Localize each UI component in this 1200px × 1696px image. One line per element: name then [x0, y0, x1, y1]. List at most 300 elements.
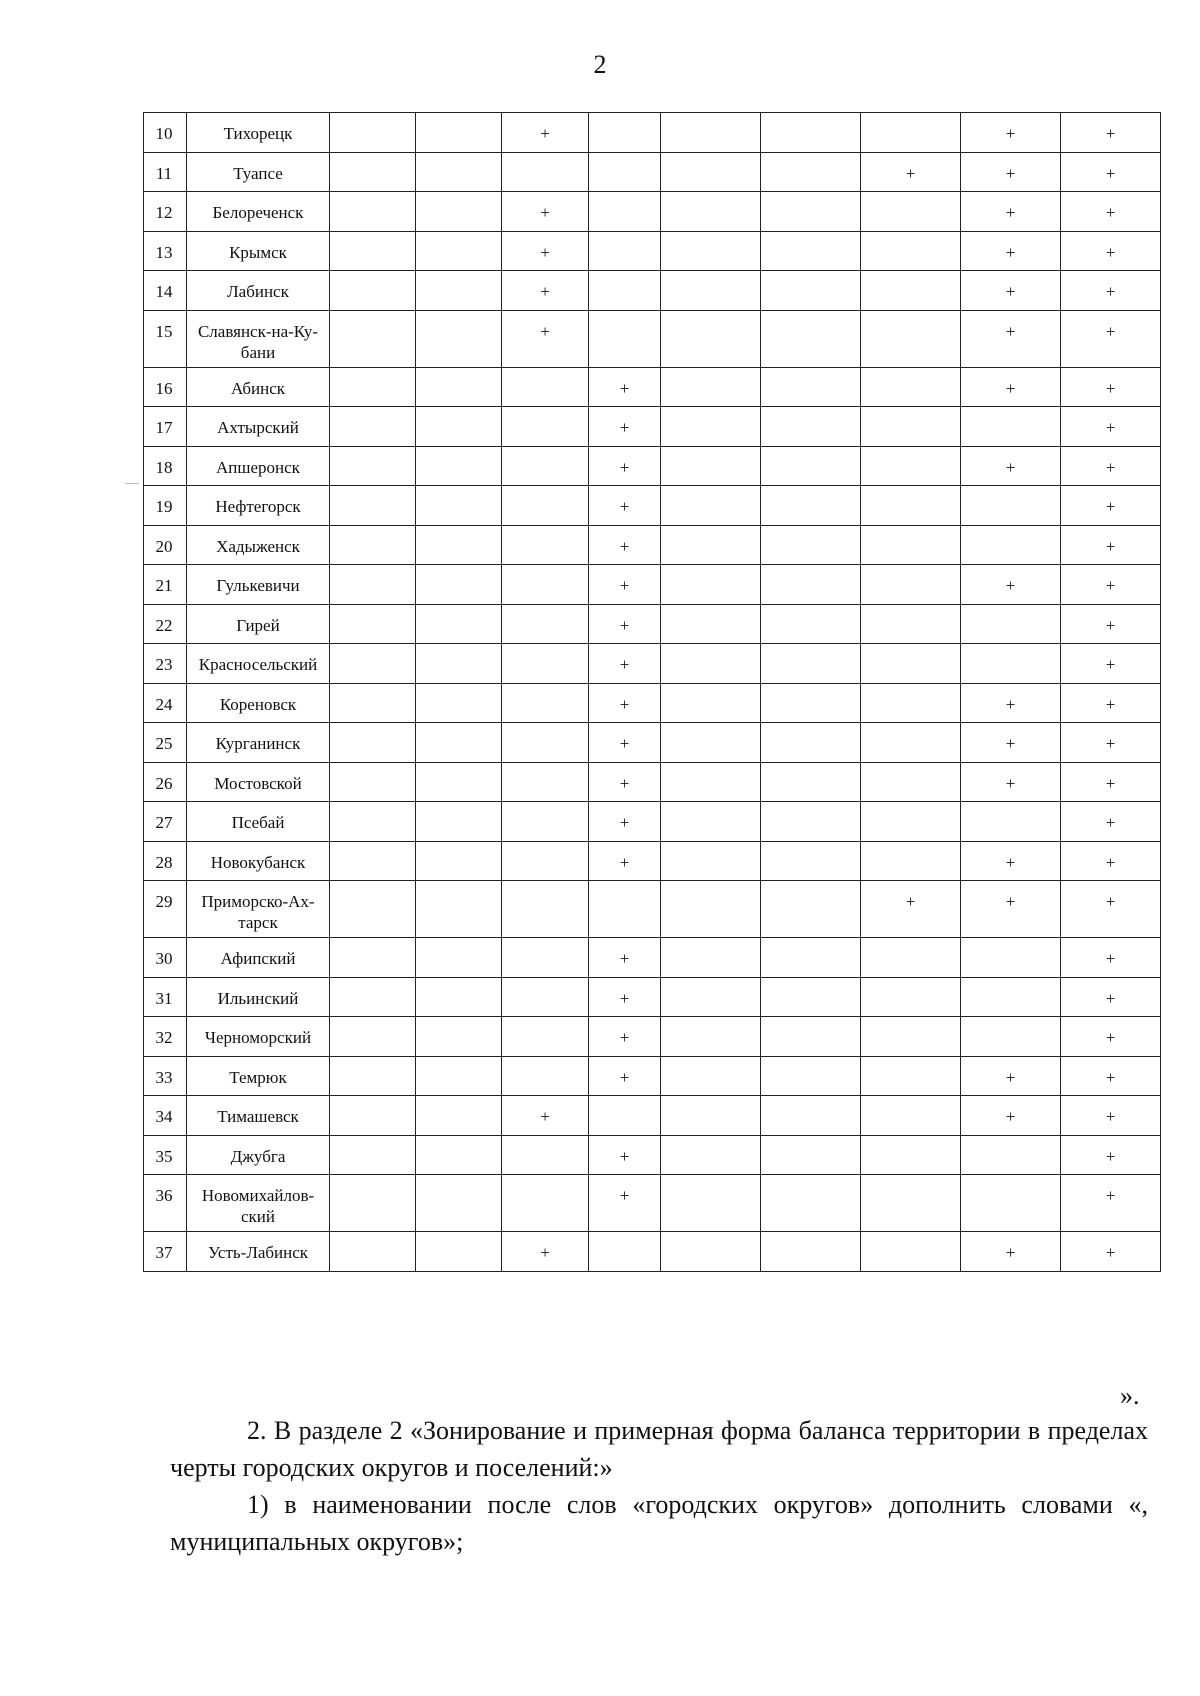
mark-cell-1 [330, 407, 416, 447]
mark-cell-4: + [589, 723, 661, 763]
mark-cell-6 [761, 762, 861, 802]
mark-cell-7 [861, 192, 961, 232]
settlement-name: Ильинский [187, 977, 330, 1017]
mark-cell-8 [961, 977, 1061, 1017]
mark-cell-8: + [961, 881, 1061, 938]
mark-cell-2 [416, 231, 502, 271]
mark-cell-6 [761, 977, 861, 1017]
mark-cell-6 [761, 723, 861, 763]
mark-cell-2 [416, 486, 502, 526]
table-row [144, 1017, 1161, 1057]
table-row [144, 446, 1161, 486]
mark-cell-2 [416, 1232, 502, 1272]
mark-cell-1 [330, 1175, 416, 1232]
table-row [144, 604, 1161, 644]
table-row [144, 841, 1161, 881]
mark-cell-3: + [502, 113, 589, 153]
mark-cell-2 [416, 271, 502, 311]
mark-cell-4: + [589, 802, 661, 842]
row-number: 33 [144, 1056, 187, 1096]
mark-cell-5 [661, 762, 761, 802]
mark-cell-6 [761, 271, 861, 311]
mark-cell-6 [761, 802, 861, 842]
table-row [144, 1096, 1161, 1136]
mark-cell-1 [330, 802, 416, 842]
mark-cell-9: + [1061, 723, 1161, 763]
mark-cell-5 [661, 1175, 761, 1232]
mark-cell-6 [761, 841, 861, 881]
mark-cell-7 [861, 231, 961, 271]
mark-cell-9: + [1061, 683, 1161, 723]
mark-cell-3 [502, 938, 589, 978]
settlement-name: Мостовской [187, 762, 330, 802]
mark-cell-2 [416, 604, 502, 644]
row-number: 19 [144, 486, 187, 526]
mark-cell-5 [661, 841, 761, 881]
settlement-name: Приморско-Ах-тарск [187, 881, 330, 938]
mark-cell-4: + [589, 977, 661, 1017]
mark-cell-9: + [1061, 1175, 1161, 1232]
table-row [144, 762, 1161, 802]
settlement-name: Джубга [187, 1135, 330, 1175]
mark-cell-2 [416, 1135, 502, 1175]
mark-cell-1 [330, 565, 416, 605]
mark-cell-3 [502, 881, 589, 938]
row-number: 14 [144, 271, 187, 311]
mark-cell-9: + [1061, 1135, 1161, 1175]
mark-cell-6 [761, 604, 861, 644]
mark-cell-9: + [1061, 152, 1161, 192]
table-row [144, 407, 1161, 447]
mark-cell-9: + [1061, 446, 1161, 486]
mark-cell-1 [330, 683, 416, 723]
table-row [144, 1135, 1161, 1175]
mark-cell-7 [861, 407, 961, 447]
mark-cell-8: + [961, 367, 1061, 407]
mark-cell-1 [330, 231, 416, 271]
mark-cell-2 [416, 977, 502, 1017]
settlement-name: Красносельский [187, 644, 330, 684]
mark-cell-4: + [589, 407, 661, 447]
mark-cell-8 [961, 525, 1061, 565]
settlement-name: Славянск-на-Ку-бани [187, 310, 330, 367]
mark-cell-6 [761, 565, 861, 605]
mark-cell-1 [330, 1096, 416, 1136]
mark-cell-3 [502, 1017, 589, 1057]
closing-quote: ». [1120, 1381, 1140, 1410]
settlement-name: Усть-Лабинск [187, 1232, 330, 1272]
settlement-name: Псебай [187, 802, 330, 842]
mark-cell-7 [861, 565, 961, 605]
mark-cell-8: + [961, 231, 1061, 271]
mark-cell-5 [661, 486, 761, 526]
paragraph-2-text: 1) в наименовании после слов «городских округов» дополнить словами «, муниципальных округов»; [170, 1490, 1148, 1556]
mark-cell-8: + [961, 152, 1061, 192]
mark-cell-1 [330, 1056, 416, 1096]
mark-cell-4: + [589, 683, 661, 723]
mark-cell-9: + [1061, 841, 1161, 881]
row-number: 11 [144, 152, 187, 192]
mark-cell-5 [661, 1017, 761, 1057]
mark-cell-4: + [589, 525, 661, 565]
mark-cell-5 [661, 231, 761, 271]
mark-cell-1 [330, 367, 416, 407]
mark-cell-3 [502, 367, 589, 407]
mark-cell-3 [502, 977, 589, 1017]
mark-cell-6 [761, 310, 861, 367]
mark-cell-3 [502, 802, 589, 842]
amendment-paragraph-1 [170, 1412, 1148, 1486]
mark-cell-2 [416, 192, 502, 232]
row-number: 28 [144, 841, 187, 881]
mark-cell-4 [589, 1232, 661, 1272]
mark-cell-8: + [961, 762, 1061, 802]
settlement-name: Новокубанск [187, 841, 330, 881]
mark-cell-7 [861, 525, 961, 565]
settlement-name: Гулькевичи [187, 565, 330, 605]
table-row [144, 486, 1161, 526]
mark-cell-9: + [1061, 938, 1161, 978]
mark-cell-3: + [502, 231, 589, 271]
mark-cell-3 [502, 841, 589, 881]
row-number: 10 [144, 113, 187, 153]
mark-cell-2 [416, 644, 502, 684]
mark-cell-4: + [589, 1175, 661, 1232]
mark-cell-4 [589, 310, 661, 367]
mark-cell-4: + [589, 762, 661, 802]
mark-cell-2 [416, 1056, 502, 1096]
mark-cell-1 [330, 525, 416, 565]
mark-cell-4 [589, 881, 661, 938]
mark-cell-3 [502, 1135, 589, 1175]
mark-cell-6 [761, 486, 861, 526]
row-number: 16 [144, 367, 187, 407]
mark-cell-2 [416, 802, 502, 842]
mark-cell-3 [502, 1175, 589, 1232]
mark-cell-8 [961, 1135, 1061, 1175]
mark-cell-1 [330, 762, 416, 802]
mark-cell-3: + [502, 310, 589, 367]
mark-cell-3 [502, 407, 589, 447]
table-row [144, 802, 1161, 842]
mark-cell-2 [416, 446, 502, 486]
table-row [144, 192, 1161, 232]
mark-cell-6 [761, 938, 861, 978]
mark-cell-2 [416, 841, 502, 881]
mark-cell-3 [502, 723, 589, 763]
settlement-name: Нефтегорск [187, 486, 330, 526]
mark-cell-5 [661, 446, 761, 486]
mark-cell-9: + [1061, 192, 1161, 232]
mark-cell-2 [416, 762, 502, 802]
mark-cell-4 [589, 1096, 661, 1136]
mark-cell-5 [661, 938, 761, 978]
mark-cell-4: + [589, 841, 661, 881]
mark-cell-1 [330, 644, 416, 684]
row-number: 20 [144, 525, 187, 565]
mark-cell-4: + [589, 644, 661, 684]
row-number: 21 [144, 565, 187, 605]
mark-cell-3 [502, 486, 589, 526]
row-number: 17 [144, 407, 187, 447]
settlement-name: Кореновск [187, 683, 330, 723]
mark-cell-6 [761, 1096, 861, 1136]
table-row [144, 113, 1161, 153]
mark-cell-5 [661, 565, 761, 605]
mark-cell-5 [661, 604, 761, 644]
row-number: 18 [144, 446, 187, 486]
mark-cell-9: + [1061, 525, 1161, 565]
mark-cell-8: + [961, 1096, 1061, 1136]
mark-cell-1 [330, 723, 416, 763]
mark-cell-1 [330, 841, 416, 881]
mark-cell-9: + [1061, 310, 1161, 367]
mark-cell-1 [330, 938, 416, 978]
paragraph-1-text: 2. В разделе 2 «Зонирование и примерная форма баланса территории в пределах черты городских округов и поселений:» [170, 1416, 1148, 1482]
mark-cell-3 [502, 565, 589, 605]
mark-cell-5 [661, 271, 761, 311]
mark-cell-5 [661, 310, 761, 367]
table-row [144, 938, 1161, 978]
mark-cell-3 [502, 446, 589, 486]
mark-cell-1 [330, 1232, 416, 1272]
mark-cell-2 [416, 525, 502, 565]
mark-cell-5 [661, 1056, 761, 1096]
mark-cell-4 [589, 271, 661, 311]
table-row [144, 310, 1161, 367]
mark-cell-6 [761, 1056, 861, 1096]
mark-cell-8 [961, 802, 1061, 842]
mark-cell-2 [416, 881, 502, 938]
row-number: 37 [144, 1232, 187, 1272]
mark-cell-4 [589, 152, 661, 192]
mark-cell-1 [330, 1135, 416, 1175]
mark-cell-4: + [589, 1017, 661, 1057]
mark-cell-2 [416, 152, 502, 192]
mark-cell-9: + [1061, 1017, 1161, 1057]
mark-cell-3: + [502, 1232, 589, 1272]
mark-cell-4: + [589, 1056, 661, 1096]
mark-cell-6 [761, 192, 861, 232]
mark-cell-9: + [1061, 407, 1161, 447]
settlement-name: Крымск [187, 231, 330, 271]
mark-cell-2 [416, 683, 502, 723]
mark-cell-9: + [1061, 802, 1161, 842]
mark-cell-6 [761, 881, 861, 938]
mark-cell-3 [502, 1056, 589, 1096]
mark-cell-1 [330, 152, 416, 192]
row-number: 25 [144, 723, 187, 763]
table-row [144, 367, 1161, 407]
row-number: 36 [144, 1175, 187, 1232]
mark-cell-1 [330, 1017, 416, 1057]
mark-cell-6 [761, 644, 861, 684]
mark-cell-8: + [961, 683, 1061, 723]
mark-cell-7 [861, 310, 961, 367]
mark-cell-6 [761, 1175, 861, 1232]
table-row [144, 1056, 1161, 1096]
mark-cell-5 [661, 644, 761, 684]
mark-cell-1 [330, 881, 416, 938]
mark-cell-6 [761, 1135, 861, 1175]
mark-cell-4 [589, 231, 661, 271]
mark-cell-7 [861, 1096, 961, 1136]
mark-cell-2 [416, 1175, 502, 1232]
mark-cell-9: + [1061, 1232, 1161, 1272]
mark-cell-6 [761, 1017, 861, 1057]
mark-cell-6 [761, 446, 861, 486]
mark-cell-9: + [1061, 762, 1161, 802]
mark-cell-4: + [589, 367, 661, 407]
mark-cell-2 [416, 367, 502, 407]
mark-cell-8 [961, 644, 1061, 684]
mark-cell-9: + [1061, 486, 1161, 526]
mark-cell-7 [861, 1017, 961, 1057]
row-number: 35 [144, 1135, 187, 1175]
mark-cell-4: + [589, 565, 661, 605]
mark-cell-8: + [961, 1056, 1061, 1096]
mark-cell-4: + [589, 486, 661, 526]
mark-cell-7 [861, 938, 961, 978]
mark-cell-8: + [961, 565, 1061, 605]
row-number: 24 [144, 683, 187, 723]
settlement-name: Лабинск [187, 271, 330, 311]
mark-cell-5 [661, 977, 761, 1017]
settlement-name: Тихорецк [187, 113, 330, 153]
mark-cell-5 [661, 723, 761, 763]
table-row [144, 1175, 1161, 1232]
mark-cell-7 [861, 446, 961, 486]
settlement-name: Апшеронск [187, 446, 330, 486]
mark-cell-8 [961, 938, 1061, 978]
mark-cell-2 [416, 113, 502, 153]
mark-cell-7 [861, 367, 961, 407]
mark-cell-8 [961, 486, 1061, 526]
row-number: 31 [144, 977, 187, 1017]
settlement-name: Хадыженск [187, 525, 330, 565]
row-number: 13 [144, 231, 187, 271]
mark-cell-5 [661, 525, 761, 565]
mark-cell-8: + [961, 192, 1061, 232]
mark-cell-8: + [961, 1232, 1061, 1272]
mark-cell-1 [330, 977, 416, 1017]
settlement-name: Черноморский [187, 1017, 330, 1057]
scan-artifact [125, 483, 139, 484]
mark-cell-7 [861, 271, 961, 311]
mark-cell-2 [416, 723, 502, 763]
mark-cell-7 [861, 1175, 961, 1232]
amendment-paragraph-2 [170, 1486, 1148, 1560]
settlement-name: Ахтырский [187, 407, 330, 447]
row-number: 34 [144, 1096, 187, 1136]
mark-cell-2 [416, 407, 502, 447]
mark-cell-6 [761, 683, 861, 723]
mark-cell-5 [661, 407, 761, 447]
mark-cell-5 [661, 1232, 761, 1272]
mark-cell-9: + [1061, 271, 1161, 311]
mark-cell-7: + [861, 881, 961, 938]
table-row [144, 683, 1161, 723]
table-row [144, 525, 1161, 565]
mark-cell-7 [861, 977, 961, 1017]
mark-cell-5 [661, 881, 761, 938]
table-row [144, 1232, 1161, 1272]
mark-cell-5 [661, 113, 761, 153]
mark-cell-8: + [961, 310, 1061, 367]
mark-cell-3 [502, 644, 589, 684]
mark-cell-4: + [589, 938, 661, 978]
mark-cell-4 [589, 192, 661, 232]
mark-cell-3 [502, 152, 589, 192]
mark-cell-1 [330, 113, 416, 153]
table-row [144, 977, 1161, 1017]
mark-cell-4: + [589, 1135, 661, 1175]
mark-cell-6 [761, 152, 861, 192]
mark-cell-6 [761, 367, 861, 407]
mark-cell-5 [661, 683, 761, 723]
settlements-table [143, 112, 1161, 1272]
mark-cell-6 [761, 113, 861, 153]
table-row [144, 231, 1161, 271]
mark-cell-9: + [1061, 1056, 1161, 1096]
mark-cell-5 [661, 367, 761, 407]
mark-cell-2 [416, 565, 502, 605]
mark-cell-7 [861, 1135, 961, 1175]
row-number: 29 [144, 881, 187, 938]
mark-cell-1 [330, 486, 416, 526]
mark-cell-8 [961, 604, 1061, 644]
table-row [144, 565, 1161, 605]
table-row [144, 271, 1161, 311]
row-number: 26 [144, 762, 187, 802]
mark-cell-7 [861, 1056, 961, 1096]
mark-cell-6 [761, 231, 861, 271]
settlement-name: Новомихайлов-ский [187, 1175, 330, 1232]
mark-cell-5 [661, 802, 761, 842]
mark-cell-1 [330, 310, 416, 367]
row-number: 27 [144, 802, 187, 842]
mark-cell-6 [761, 1232, 861, 1272]
mark-cell-3: + [502, 192, 589, 232]
mark-cell-7 [861, 113, 961, 153]
mark-cell-7 [861, 683, 961, 723]
mark-cell-5 [661, 1135, 761, 1175]
mark-cell-8: + [961, 113, 1061, 153]
mark-cell-3 [502, 762, 589, 802]
settlement-name: Гирей [187, 604, 330, 644]
row-number: 12 [144, 192, 187, 232]
mark-cell-5 [661, 152, 761, 192]
mark-cell-3 [502, 683, 589, 723]
mark-cell-4: + [589, 446, 661, 486]
mark-cell-9: + [1061, 977, 1161, 1017]
mark-cell-4: + [589, 604, 661, 644]
settlement-name: Афипский [187, 938, 330, 978]
mark-cell-9: + [1061, 604, 1161, 644]
mark-cell-7: + [861, 152, 961, 192]
mark-cell-8: + [961, 723, 1061, 763]
mark-cell-8 [961, 407, 1061, 447]
mark-cell-8: + [961, 446, 1061, 486]
settlement-name: Темрюк [187, 1056, 330, 1096]
settlement-name: Тимашевск [187, 1096, 330, 1136]
mark-cell-3: + [502, 271, 589, 311]
mark-cell-5 [661, 1096, 761, 1136]
mark-cell-9: + [1061, 1096, 1161, 1136]
mark-cell-1 [330, 446, 416, 486]
row-number: 30 [144, 938, 187, 978]
mark-cell-7 [861, 486, 961, 526]
